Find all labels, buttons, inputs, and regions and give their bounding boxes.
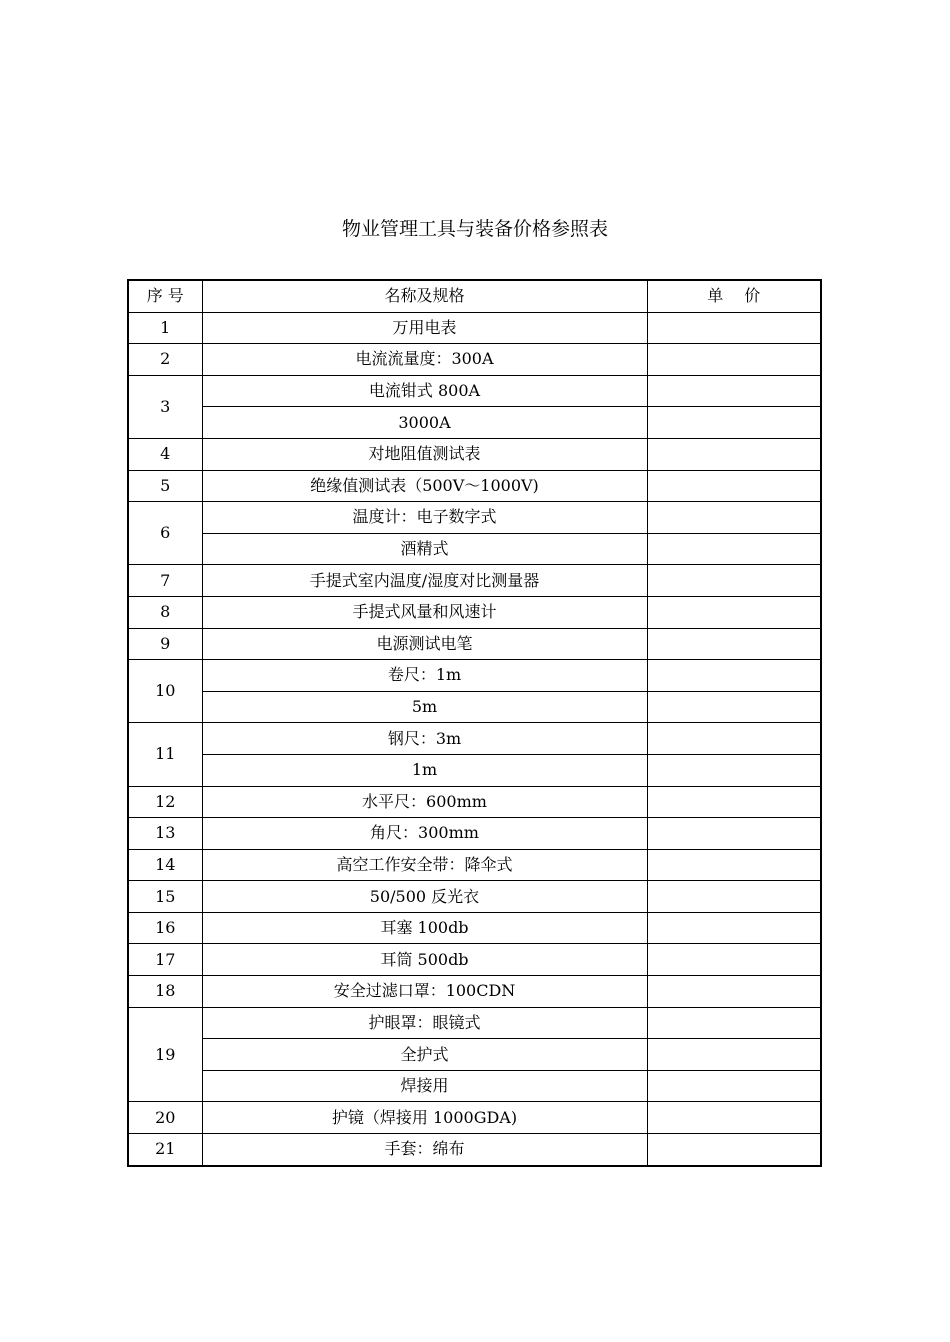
- table-row: [128, 502, 821, 534]
- unit-price-cell: [647, 786, 821, 818]
- table-row: [128, 849, 821, 881]
- item-name-spec: 电流流量度：300A: [202, 344, 647, 376]
- unit-price-cell: [647, 1134, 821, 1166]
- item-name-spec: 高空工作安全带：降伞式: [202, 849, 647, 881]
- item-name-spec: 3000A: [202, 407, 647, 439]
- table-row: [128, 881, 821, 913]
- table-row: [128, 344, 821, 376]
- header-name: 名称及规格: [202, 280, 647, 312]
- item-name-spec: 护眼罩：眼镜式: [202, 1007, 647, 1039]
- table-row: [128, 818, 821, 850]
- table-row: [128, 660, 821, 692]
- item-name-spec: 钢尺：3m: [202, 723, 647, 755]
- row-number: 2: [128, 344, 202, 376]
- unit-price-cell: [647, 660, 821, 692]
- row-number: 17: [128, 944, 202, 976]
- row-number: 18: [128, 976, 202, 1008]
- row-number: 12: [128, 786, 202, 818]
- unit-price-cell: [647, 912, 821, 944]
- header-no: 序 号: [128, 280, 202, 312]
- unit-price-cell: [647, 438, 821, 470]
- unit-price-cell: [647, 691, 821, 723]
- row-number: 5: [128, 470, 202, 502]
- unit-price-cell: [647, 407, 821, 439]
- table-row: [128, 754, 821, 786]
- unit-price-cell: [647, 565, 821, 597]
- row-number: 16: [128, 912, 202, 944]
- table-body: [128, 312, 821, 1166]
- table-row: [128, 1007, 821, 1039]
- item-name-spec: 手提式风量和风速计: [202, 596, 647, 628]
- unit-price-cell: [647, 628, 821, 660]
- item-name-spec: 手提式室内温度/湿度对比测量器: [202, 565, 647, 597]
- item-name-spec: 焊接用: [202, 1070, 647, 1102]
- table-row: [128, 786, 821, 818]
- unit-price-cell: [647, 533, 821, 565]
- row-number: 7: [128, 565, 202, 597]
- item-name-spec: 耳塞 100db: [202, 912, 647, 944]
- row-number: 21: [128, 1134, 202, 1166]
- unit-price-cell: [647, 344, 821, 376]
- table-row: [128, 944, 821, 976]
- unit-price-cell: [647, 1070, 821, 1102]
- unit-price-cell: [647, 1039, 821, 1071]
- row-number: 20: [128, 1102, 202, 1134]
- unit-price-cell: [647, 976, 821, 1008]
- unit-price-cell: [647, 470, 821, 502]
- table-row: [128, 1070, 821, 1102]
- item-name-spec: 5m: [202, 691, 647, 723]
- row-number: 4: [128, 438, 202, 470]
- row-number: 1: [128, 312, 202, 344]
- table-row: [128, 533, 821, 565]
- header-price: 单 价: [647, 280, 821, 312]
- row-number: 8: [128, 596, 202, 628]
- item-name-spec: 水平尺：600mm: [202, 786, 647, 818]
- item-name-spec: 护镜（焊接用 1000GDA): [202, 1102, 647, 1134]
- item-name-spec: 电源测试电笔: [202, 628, 647, 660]
- unit-price-cell: [647, 312, 821, 344]
- unit-price-cell: [647, 502, 821, 534]
- unit-price-cell: [647, 723, 821, 755]
- item-name-spec: 角尺：300mm: [202, 818, 647, 850]
- item-name-spec: 安全过滤口罩：100CDN: [202, 976, 647, 1008]
- unit-price-cell: [647, 1007, 821, 1039]
- item-name-spec: 卷尺：1m: [202, 660, 647, 692]
- item-name-spec: 全护式: [202, 1039, 647, 1071]
- row-number: 13: [128, 818, 202, 850]
- table-row: [128, 691, 821, 723]
- table-row: [128, 628, 821, 660]
- row-number: 15: [128, 881, 202, 913]
- item-name-spec: 耳筒 500db: [202, 944, 647, 976]
- unit-price-cell: [647, 754, 821, 786]
- item-name-spec: 50/500 反光衣: [202, 881, 647, 913]
- item-name-spec: 酒精式: [202, 533, 647, 565]
- item-name-spec: 绝缘值测试表（500V～1000V): [202, 470, 647, 502]
- row-number: 11: [128, 723, 202, 786]
- unit-price-cell: [647, 881, 821, 913]
- unit-price-cell: [647, 1102, 821, 1134]
- table-row: [128, 438, 821, 470]
- row-number: 14: [128, 849, 202, 881]
- item-name-spec: 温度计：电子数字式: [202, 502, 647, 534]
- unit-price-cell: [647, 818, 821, 850]
- item-name-spec: 手套：绵布: [202, 1134, 647, 1166]
- item-name-spec: 万用电表: [202, 312, 647, 344]
- unit-price-cell: [647, 849, 821, 881]
- unit-price-cell: [647, 944, 821, 976]
- table-row: [128, 407, 821, 439]
- row-number: 6: [128, 502, 202, 565]
- unit-price-cell: [647, 375, 821, 407]
- row-number: 19: [128, 1007, 202, 1102]
- table-row: [128, 1134, 821, 1166]
- table-row: [128, 565, 821, 597]
- table-row: [128, 1102, 821, 1134]
- item-name-spec: 对地阻值测试表: [202, 438, 647, 470]
- row-number: 9: [128, 628, 202, 660]
- item-name-spec: 1m: [202, 754, 647, 786]
- table-row: [128, 723, 821, 755]
- page-title: 物业管理工具与装备价格参照表: [341, 218, 608, 240]
- table-row: [128, 470, 821, 502]
- table-header-row: [128, 280, 821, 312]
- table-row: [128, 976, 821, 1008]
- unit-price-cell: [647, 596, 821, 628]
- price-reference-table: [127, 279, 822, 1167]
- table-row: [128, 596, 821, 628]
- item-name-spec: 电流钳式 800A: [202, 375, 647, 407]
- table-row: [128, 912, 821, 944]
- row-number: 3: [128, 375, 202, 438]
- table-row: [128, 1039, 821, 1071]
- row-number: 10: [128, 660, 202, 723]
- table-row: [128, 375, 821, 407]
- table-row: [128, 312, 821, 344]
